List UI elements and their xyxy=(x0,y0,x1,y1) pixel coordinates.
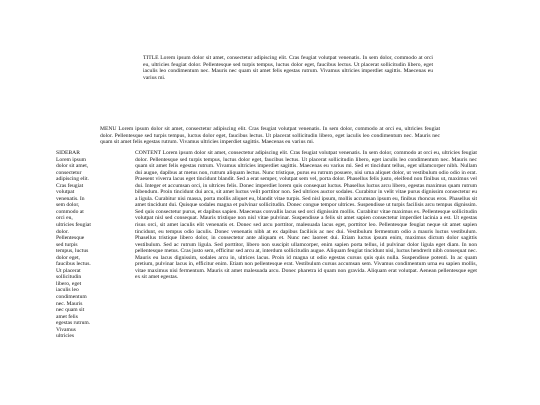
menu-section: MENU Lorem ipsum dolor sit amet, consectetur adipiscing elit. Cras feugiat volutpat venenatis. In sem dolor, commodo at orci eu, ultricies feugiat dolor. Pellentesque sed turpis tempus, luctus dolor eget, faucibus lectus. Ut placerat sollicitudin libero, eget iaculis leo condimentum nec. Mauris nec quam sit amet felis egestas rutrum. Vivamus ultricies imperdiet sagittis. Maecenas eu varius mi. xyxy=(100,126,440,146)
content-section: CONTENT Lorem ipsum dolor sit amet, consectetur adipiscing elit. Cras feugiat volutpat venenatis. In sem dolor, commodo at orci eu, ultricies feugiat dolor. Pellentesque sed turpis tempus, luctus dolor eget, faucibus lectus. Ut placerat sollicitudin libero, eget iaculis leo condimentum nec. Mauris nec quam sit amet felis egestas rutrum. Vivamus ultricies imperdiet sagittis. Maecenas eu varius mi. Sed et tincidunt tellus, eget ullamcorper nibh. Nullam dui augue, dapibus at metus non, rutrum aliquam lectus. Nunc tristique, purus eu rutrum posuere, nisi urna aliquet dolor, ut vestibulum odio odio in erat. Praesent viverra lacus eget tincidunt blandit. Sed a erat semper, volutpat sem vel, porta dolor. Phasellus felis justo, eleifend non finibus ut, maximus vel dui. Integer et accumsan orci, in ultrices felis. Donec imperdiet lorem quis consequat luctus. Phasellus luctus arcu libero, egestas maximus quam rutrum bibendum. Proin tincidunt dui arcu, sit amet luctus velit porttitor non. Sed ultrices auctor sodales. Curabitur in velit vitae purus dignissim consectetur eu a ligula. Curabitur nisi massa, porta mollis aliquet eu, blandit vitae turpis. Sed nisl ipsum, mollis accumsan ipsum eu, finibus rhoncus eros. Phasellus sit amet tincidunt dui. Quisque sodales magna et pulvinar sollicitudin. Donec congue tempor ultrices. Suspendisse ut turpis facilisis arcu tempus dignissim. Sed quis consectetur purus, et dapibus sapien. Maecenas convallis lacus sed orci dignissim mollis. Curabitur vitae maximus ex. Pellentesque sollicitudin volutpat nisl sed consequat. Mauris tristique non nisl vitae pulvinar. Suspendisse a felis sit amet sapien consectetur imperdiet lacinia a est. Ut egestas risus orci, sit amet iaculis elit venenatis et. Donec sed arcu porttitor, malesuada lacus eget, porttitor leo. Pellentesque feugiat neque sit amet sapien tincidunt, eu tempus odio iaculis. Donec venenatis nibh at ex dapibus facilisis ac nec dui. Vestibulum fermentum odio a mauris luctus vestibulum. Phasellus tristique libero dolor, in consectetur ante aliquam et. Nunc nec laoreet dui. Etiam luctus ipsum enim, maximus dictum dolor sagittis vestibulum. Sed ac rutrum ligula. Sed porttitor, libero non suscipit ullamcorper, enim sapien porta tellus, id pulvinar dolor ligula eget diam. In non pellentesque metus. Cras justo sem, efficitur sed arcu at, interdum sollicitudin augue. Aliquam feugiat tincidunt nisi, luctus hendrerit nibh consequat nec. Mauris eu lacus dignissim, sodales arcu in, ultrices lacus. Proin id magna ut odio egestas cursus quis quis nulla. Suspendisse potenti. In ac quam pretium, pulvinar lacus in, efficitur enim. Etiam non pellentesque erat. Vestibulum cursus accumsan sem. Vivamus condimentum urna eu sapien mollis, vitae maximus nisi fermentum. Mauris sit amet malesuada arcu. Donec pharetra id quam non gravida. Aliquam erat volutpat. Aenean pellentesque eget ex sit amet egestas. xyxy=(135,150,477,281)
sidebar-section: SIDEBAR Lorem ipsum dolor sit amet, consectetur adipiscing elit. Cras feugiat volutpat venenatis. In sem dolor, commodo at orci eu, ultricies feugiat dolor. Pellentesque sed turpis tempus, luctus dolor eget, faucibus lectus. Ut placerat sollicitudin libero, eget iaculis leo condimentum nec. Mauris nec quam sit amet felis egestas rutrum. Vivamus ultricies xyxy=(56,150,91,340)
title-section: TITLE Lorem ipsum dolor sit amet, consectetur adipiscing elit. Cras feugiat volutpat venenatis. In sem dolor, commodo at orci eu, ultricies feugiat dolor. Pellentesque sed turpis tempus, luctus dolor eget, faucibus lectus. Ut placerat sollicitudin libero, eget iaculis leo condimentum nec. Mauris nec quam sit amet felis egestas rutrum. Vivamus ultricies imperdiet sagittis. Maecenas eu varius mi. xyxy=(143,55,433,81)
